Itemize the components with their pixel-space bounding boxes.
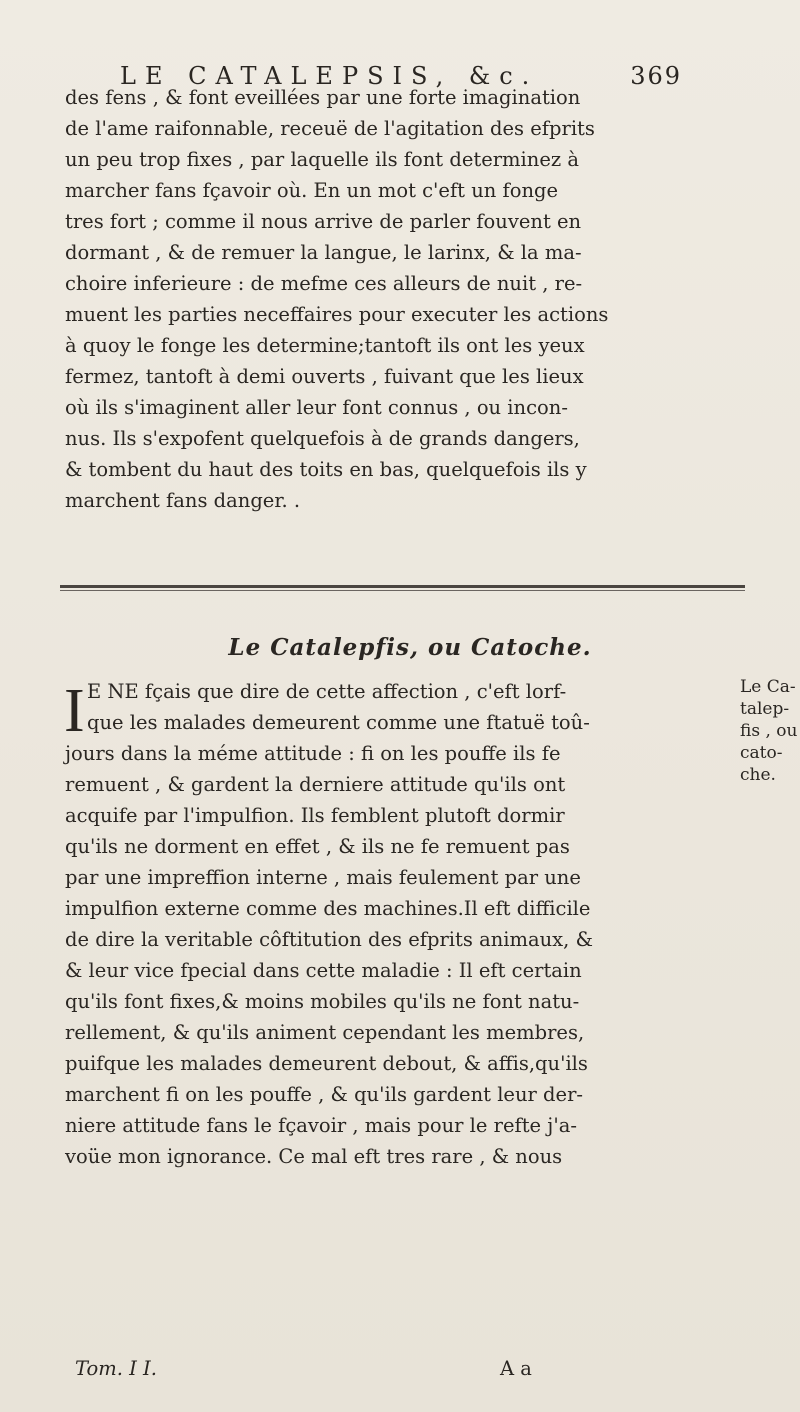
text-line: à quoy le fonge les determine;tantoft ils ont les yeux: [65, 334, 585, 357]
text-line: choire inferieure : de mefme ces alleurs de nuit , re-: [65, 272, 583, 295]
text-line: marcher fans fçavoir où. En un mot c'eft un fonge: [65, 179, 559, 202]
text-line: muent les parties neceffaires pour executer les actions: [65, 303, 609, 326]
text-line: & tombent du haut des toits en bas, quelquefois ils y: [65, 458, 587, 481]
text-line: qu'ils font fixes,& moins mobiles qu'ils ne font natu-: [65, 990, 580, 1013]
text-line: acquife par l'impulfion. Ils femblent plutoft dormir: [65, 804, 565, 827]
signature-mark: A a: [500, 1357, 532, 1380]
section-divider: [60, 585, 745, 588]
margin-note-line: fis , ou: [740, 721, 798, 741]
text-line: tres fort ; comme il nous arrive de parler fouvent en: [65, 210, 582, 233]
running-head-title: LE CATALEPSIS, &c.: [120, 62, 539, 90]
margin-note-line: talep-: [740, 699, 790, 719]
section-title: Le Catalepfis, ou Catoche.: [228, 634, 592, 661]
text-line: rellement, & qu'ils animent cependant les membres,: [65, 1021, 585, 1044]
text-line: nus. Ils s'expofent quelquefois à de grands dangers,: [65, 427, 580, 450]
text-line: niere attitude fans le fçavoir , mais pour le refte j'a-: [65, 1114, 577, 1137]
text-line: puifque les malades demeurent debout, & affis,qu'ils: [65, 1052, 588, 1075]
text-line: de l'ame raifonnable, receuë de l'agitation des efprits: [65, 117, 595, 140]
text-line: voüe mon ignorance. Ce mal eft tres rare , & nous: [65, 1145, 563, 1168]
page-number: 369: [630, 62, 682, 90]
margin-note: [740, 676, 797, 786]
margin-note-line: che.: [740, 765, 776, 785]
text-line: par une impreffion interne , mais feulement par une: [65, 866, 581, 889]
text-line: de dire la veritable côftitution des efprits animaux, &: [65, 928, 593, 951]
margin-note-line: cato-: [740, 743, 783, 763]
drop-cap: I: [64, 677, 85, 745]
text-line: fermez, tantoft à demi ouverts , fuivant que les lieux: [65, 365, 584, 388]
volume-mark: Tom. I I.: [75, 1357, 157, 1380]
text-line: impulfion externe comme des machines.Il eft difficile: [65, 897, 591, 920]
text-line: jours dans la méme attitude : fi on les pouffe ils fe: [65, 742, 561, 765]
text-line: & leur vice fpecial dans cette maladie : Il eft certain: [65, 959, 582, 982]
margin-note-line: Le Ca-: [740, 677, 796, 697]
text-line: un peu trop fixes , par laquelle ils font determinez à: [65, 148, 579, 171]
text-line: qu'ils ne dorment en effet , & ils ne fe remuent pas: [65, 835, 570, 858]
text-line: où ils s'imaginent aller leur font connus , ou incon-: [65, 396, 568, 419]
text-line: marchent fans danger. .: [65, 489, 301, 512]
paragraph-2: [65, 676, 705, 1172]
text-line: que les malades demeurent comme une ftatuë toû-: [87, 711, 590, 734]
page-footer: [75, 1357, 615, 1380]
text-line: remuent , & gardent la derniere attitude qu'ils ont: [65, 773, 566, 796]
paragraph-1: [65, 82, 690, 516]
text-line: E NE fçais que dire de cette affection , c'eft lorf-: [87, 680, 567, 703]
text-line: marchent fi on les pouffe , & qu'ils gardent leur der-: [65, 1083, 583, 1106]
text-line: des fens , & font eveillées par une forte imagination: [65, 86, 581, 109]
text-line: dormant , & de remuer la langue, le larinx, & la ma-: [65, 241, 582, 264]
